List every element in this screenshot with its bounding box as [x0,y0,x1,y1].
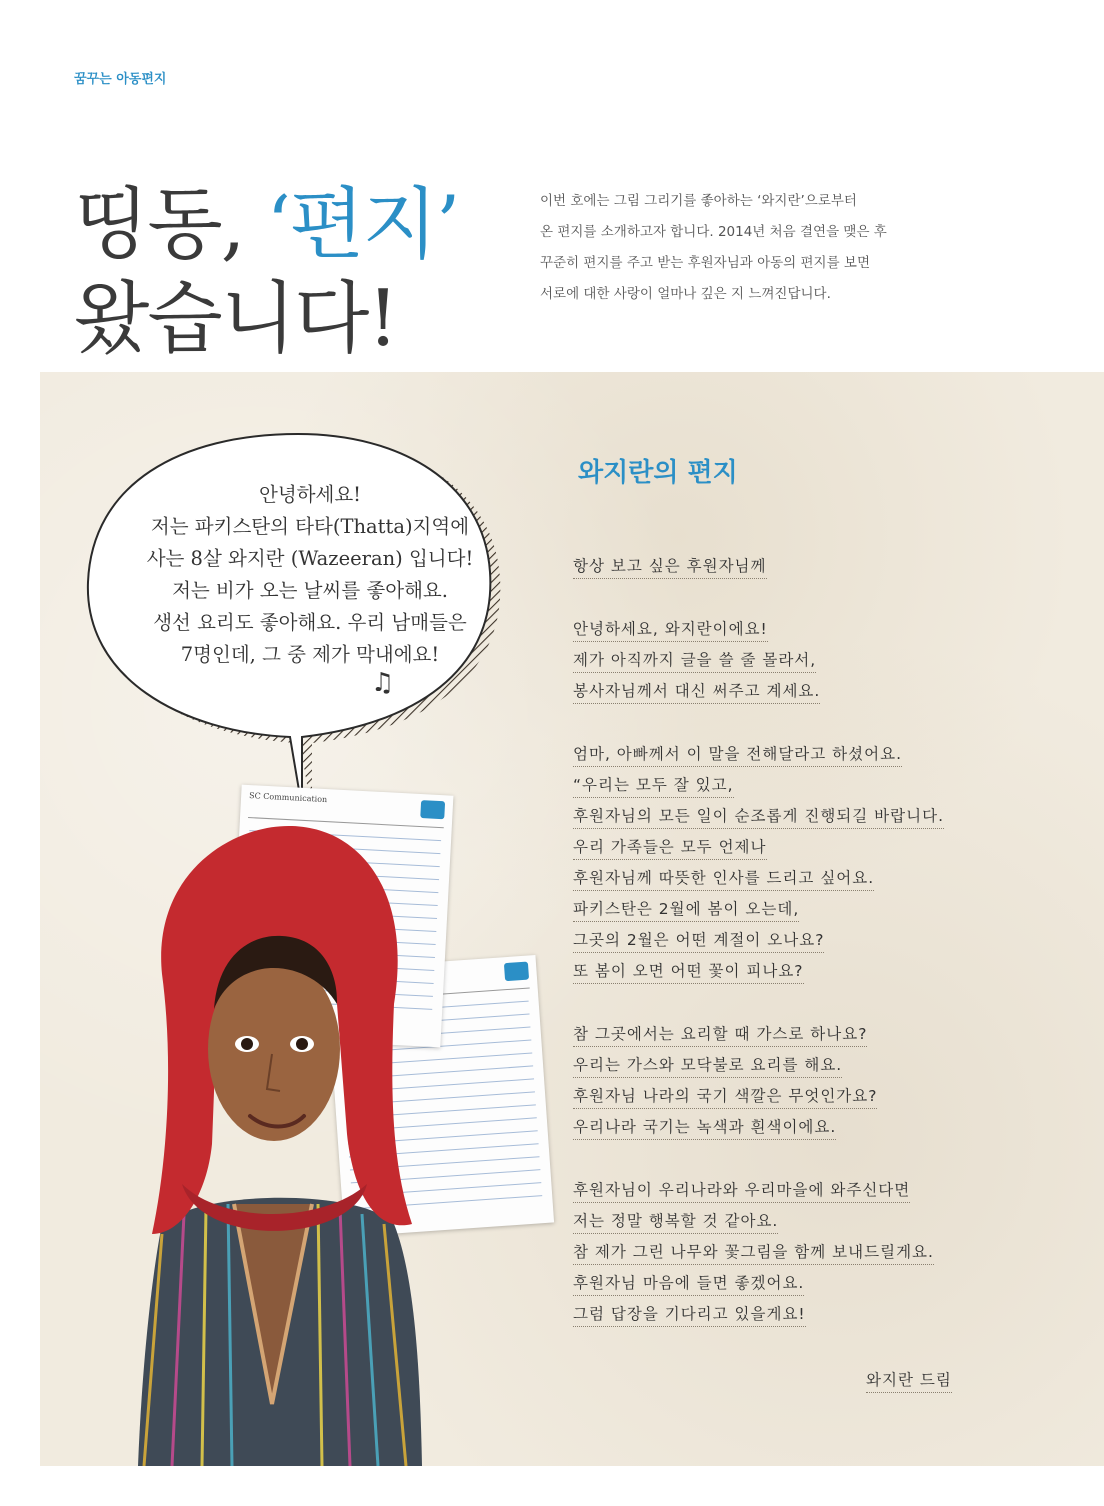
letter-line: 파키스탄은 2월에 봄이 오는데, [573,897,799,922]
doc-title: SC Communication [248,791,328,805]
letter-line: 봉사자님께서 대신 써주고 계세요. [573,679,820,704]
letter-signature: 와지란 드림 [866,1368,952,1393]
letter-line: 후원자님 마음에 들면 좋겠어요. [573,1271,804,1296]
bubble-line: 생선 요리도 좋아해요. 우리 남매들은 [153,611,467,634]
letter-line: 후원자님께 따뜻한 인사를 드리고 싶어요. [573,866,874,891]
letter-line: 저는 정말 행복할 것 같아요. [573,1209,778,1234]
letter-panel [40,372,1104,1466]
headline-line-2: 왔습니다! [74,274,397,364]
intro-line: 꾸준히 편지를 주고 받는 후원자님과 아동의 편지를 보면 [540,255,870,271]
letter-line: 그곳의 2월은 어떤 계절이 오나요? [573,928,824,953]
music-note-icon: ♫ [371,668,395,698]
bubble-line: 안녕하세요! [258,483,362,506]
letter-line: 우리 가족들은 모두 언제나 [573,835,767,860]
letter-title: 와지란의 편지 [578,458,738,488]
letter-line: 참 그곳에서는 요리할 때 가스로 하나요? [573,1022,867,1047]
letter-line: 우리나라 국기는 녹색과 흰색이에요. [573,1115,836,1140]
letter-line: 안녕하세요, 와지란이에요! [573,617,768,642]
headline-line-1 [74,178,459,272]
letter-line: 후원자님 나라의 국기 색깔은 무엇인가요? [573,1084,877,1109]
bubble-line: 7명인데, 그 중 제가 막내에요! [180,643,440,666]
intro-paragraph [540,186,980,310]
section-label: 꿈꾸는 아동편지 [74,72,167,87]
headline-text-1: 띵동, [74,180,267,270]
page-title [74,178,459,366]
letter-line: 항상 보고 싶은 후원자님께 [573,554,767,579]
intro-line: 서로에 대한 사랑이 얼마나 깊은 지 느껴진답니다. [540,286,831,302]
letter-line: 또 봄이 오면 어떤 꽃이 피나요? [573,959,804,984]
letter-line: “우리는 모두 잘 있고, [573,773,734,798]
bubble-message [115,479,505,671]
bubble-line: 저는 비가 오는 날씨를 좋아해요. [172,579,448,602]
intro-line: 온 편지를 소개하고자 합니다. 2014년 처음 결연을 맺은 후 [540,224,887,240]
child-photo [122,804,422,1466]
headline-accent: ‘편지’ [266,180,459,270]
letter-line: 그럼 답장을 기다리고 있을게요! [573,1302,806,1327]
bubble-line: 저는 파키스탄의 타타(Thatta)지역에 [150,515,470,538]
letter-line: 참 제가 그린 나무와 꽃그림을 함께 보내드릴게요. [573,1240,934,1265]
letter-line: 우리는 가스와 모닥불로 요리를 해요. [573,1053,842,1078]
letter-line: 제가 아직까지 글을 쓸 줄 몰라서, [573,648,816,673]
letter-line: 후원자님이 우리나라와 우리마을에 와주신다면 [573,1178,910,1203]
bubble-line: 사는 8살 와지란 (Wazeeran) 입니다! [146,547,474,570]
intro-line: 이번 호에는 그림 그리기를 좋아하는 ‘와지란’으로부터 [540,193,857,209]
letter-line: 엄마, 아빠께서 이 말을 전해달라고 하셨어요. [573,742,902,767]
letter-line: 후원자님의 모든 일이 순조롭게 진행되길 바랍니다. [573,804,944,829]
